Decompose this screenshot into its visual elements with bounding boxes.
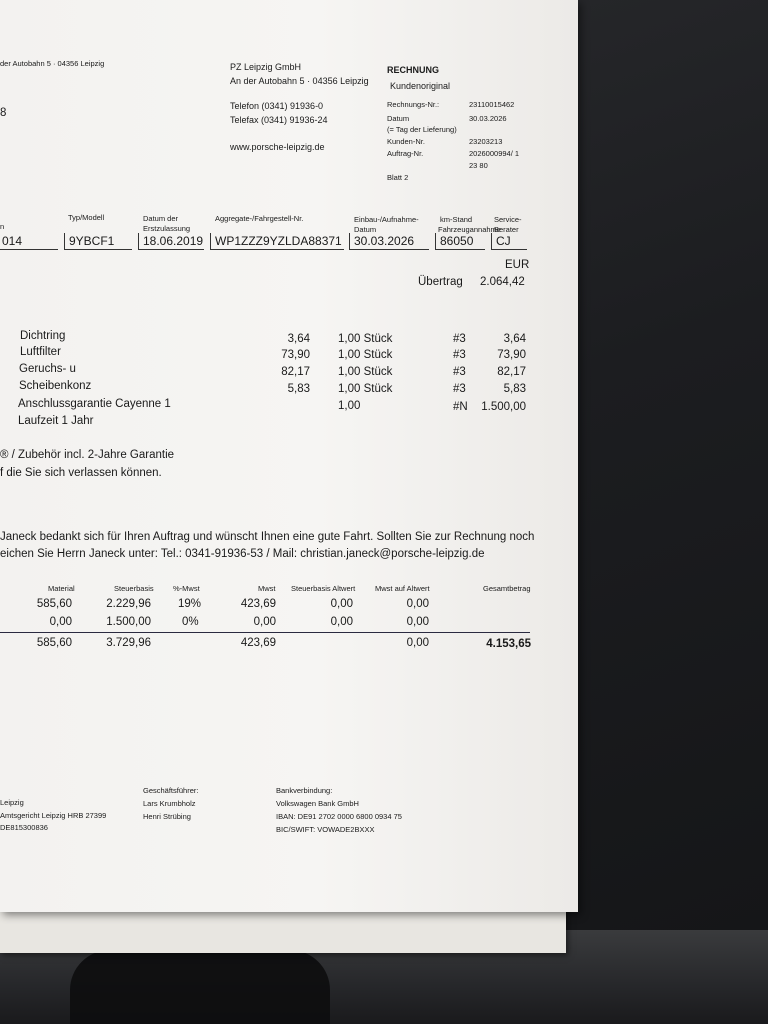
item-price: 3,64 [287,333,310,345]
invoice-date-label: Datum [387,114,410,123]
km-value: 86050 [435,233,485,250]
totals-vat: 423,69 [240,598,276,610]
totals-material: 0,00 [49,616,72,628]
sum-base: 3.729,96 [106,637,151,649]
footer-bank-name: Volkswagen Bank GmbH [276,799,359,808]
item-code: #3 [453,383,466,395]
footer-manager-2: Henri Strübing [143,812,191,821]
km-header-1: km-Stand [440,215,473,224]
item-description: Anschlussgarantie Cayenne 1 [18,398,171,410]
sheet-number: Blatt 2 [387,173,409,182]
note-warranty: ® / Zubehör incl. 2-Jahre Garantie [0,449,175,461]
thanks-line-2: eichen Sie Herrn Janeck unter: Tel.: 0341-91936-53 / Mail: christian.janeck@porsche-leipzig.de [0,548,485,560]
order-number-value-2: 23 80 [469,161,488,170]
footer-court: Amtsgericht Leipzig HRB 27399 [0,811,107,820]
footer-bank-label: Bankverbindung: [276,786,333,795]
item-price: 5,83 [287,383,310,395]
totals-header-vat: Mwst [258,584,276,593]
item-quantity: 1,00 Stück [338,349,393,361]
sum-oldvat: 0,00 [406,637,429,649]
first-registration-header-2: Erstzulassung [143,224,191,233]
footer-vat-id: DE815300836 [0,823,48,832]
totals-header-oldbase: Steuerbasis Altwert [291,584,356,593]
item-quantity: 1,00 [338,400,361,412]
item-description: Scheibenkonz [19,380,92,392]
item-total: 73,90 [497,349,526,361]
totals-header-grand: Gesamtbetrag [483,584,531,593]
intake-date-value: 30.03.2026 [349,233,429,250]
company-phone: Telefon (0341) 91936-0 [230,101,324,111]
footer-city: Leipzig [0,798,24,807]
invoice-number-label: Rechnungs-Nr.: [387,100,440,109]
totals-base: 1.500,00 [106,616,151,628]
item-code: #N [453,401,468,413]
currency-label: EUR [505,259,530,271]
left-fragment: 8 [0,107,7,119]
footer-manager-1: Lars Krumbholz [143,799,196,808]
company-fax: Telefax (0341) 91936-24 [230,115,328,125]
intake-date-header-1: Einbau-/Aufnahme- [354,215,419,224]
totals-oldbase: 0,00 [330,616,353,628]
customer-number-value: 23203213 [469,137,503,146]
first-registration-header-1: Datum der [143,214,179,223]
totals-oldvat: 0,00 [406,598,429,610]
advisor-header-1: Service- [494,215,522,224]
sum-material: 585,60 [36,637,72,649]
sender-line: der Autobahn 5 · 04356 Leipzig [0,59,105,68]
carryover-value: 2.064,42 [480,276,525,288]
footer-iban: IBAN: DE91 2702 0000 6800 0934 75 [276,812,402,821]
totals-header-rate: %-Mwst [173,584,200,593]
totals-rate: 0% [182,616,199,628]
item-description: Laufzeit 1 Jahr [18,415,94,427]
totals-header-base: Steuerbasis [114,584,154,593]
item-code: #3 [453,349,466,361]
intake-date-header-2: Datum [354,225,377,234]
item-code: #3 [453,333,466,345]
invoice-number-value: 23110015462 [469,100,515,109]
totals-rate: 19% [178,598,202,610]
item-total: 5,83 [503,383,526,395]
invoice-date-value: 30.03.2026 [469,114,507,123]
invoice-title: RECHNUNG [387,65,440,75]
item-code: #3 [453,366,466,378]
km-header-2: Fahrzeugannahme [438,225,501,234]
item-total: 82,17 [497,366,526,378]
totals-oldbase: 0,00 [330,598,353,610]
advisor-value: CJ [491,233,527,250]
totals-header-material: Material [48,584,75,593]
sum-vat: 423,69 [240,637,276,649]
totals-header-oldvat: Mwst auf Altwert [375,584,430,593]
item-description: Luftfilter [20,346,61,358]
item-description: Geruchs- u [19,363,76,375]
totals-vat: 0,00 [253,616,276,628]
grand-total: 4.153,65 [486,638,531,650]
item-quantity: 1,00 Stück [338,333,393,345]
footer-bic: BIC/SWIFT: VOWADE2BXXX [276,825,375,834]
note-trust: f die Sie sich verlassen können. [0,467,162,479]
item-total: 1.500,00 [481,401,526,413]
invoice-subtitle: Kundenoriginal [390,81,451,91]
company-web: www.porsche-leipzig.de [230,142,325,152]
item-price: 73,90 [281,349,310,361]
foreground-shadow [70,950,330,1024]
item-price: 82,17 [281,366,310,378]
vehicle-header-fragment: n [0,222,5,231]
item-quantity: 1,00 Stück [338,366,393,378]
vin-header: Aggregate-/Fahrgestell-Nr. [215,214,304,223]
totals-base: 2.229,96 [106,598,151,610]
footer-managers-label: Geschäftsführer: [143,786,199,795]
totals-material: 585,60 [36,598,72,610]
totals-oldvat: 0,00 [406,616,429,628]
first-registration-value: 18.06.2019 [138,233,204,250]
vin-value: WP1ZZZ9YZLDA88371 [210,233,344,250]
item-total: 3,64 [503,333,526,345]
invoice-date-note: (= Tag der Lieferung) [387,125,457,134]
order-number-label: Auftrag-Nr. [387,149,424,158]
model-header: Typ/Modell [68,213,105,222]
item-quantity: 1,00 Stück [338,383,393,395]
order-number-value: 2026000994/ 1 [469,149,520,158]
totals-divider [0,632,530,633]
model-value: 9YBCF1 [64,233,132,250]
customer-number-label: Kunden-Nr. [387,137,425,146]
company-name: PZ Leipzig GmbH [230,62,302,72]
advisor-header-2: Berater [494,225,519,234]
company-address: An der Autobahn 5 · 04356 Leipzig [230,76,369,86]
item-description: Dichtring [20,330,66,342]
vehicle-value-fragment: 014 [0,233,58,250]
carryover-label: Übertrag [418,276,463,288]
thanks-line-1: Janeck bedankt sich für Ihren Auftrag und wünscht Ihnen eine gute Fahrt. Sollten Sie zur Rechnung noch [0,531,535,543]
